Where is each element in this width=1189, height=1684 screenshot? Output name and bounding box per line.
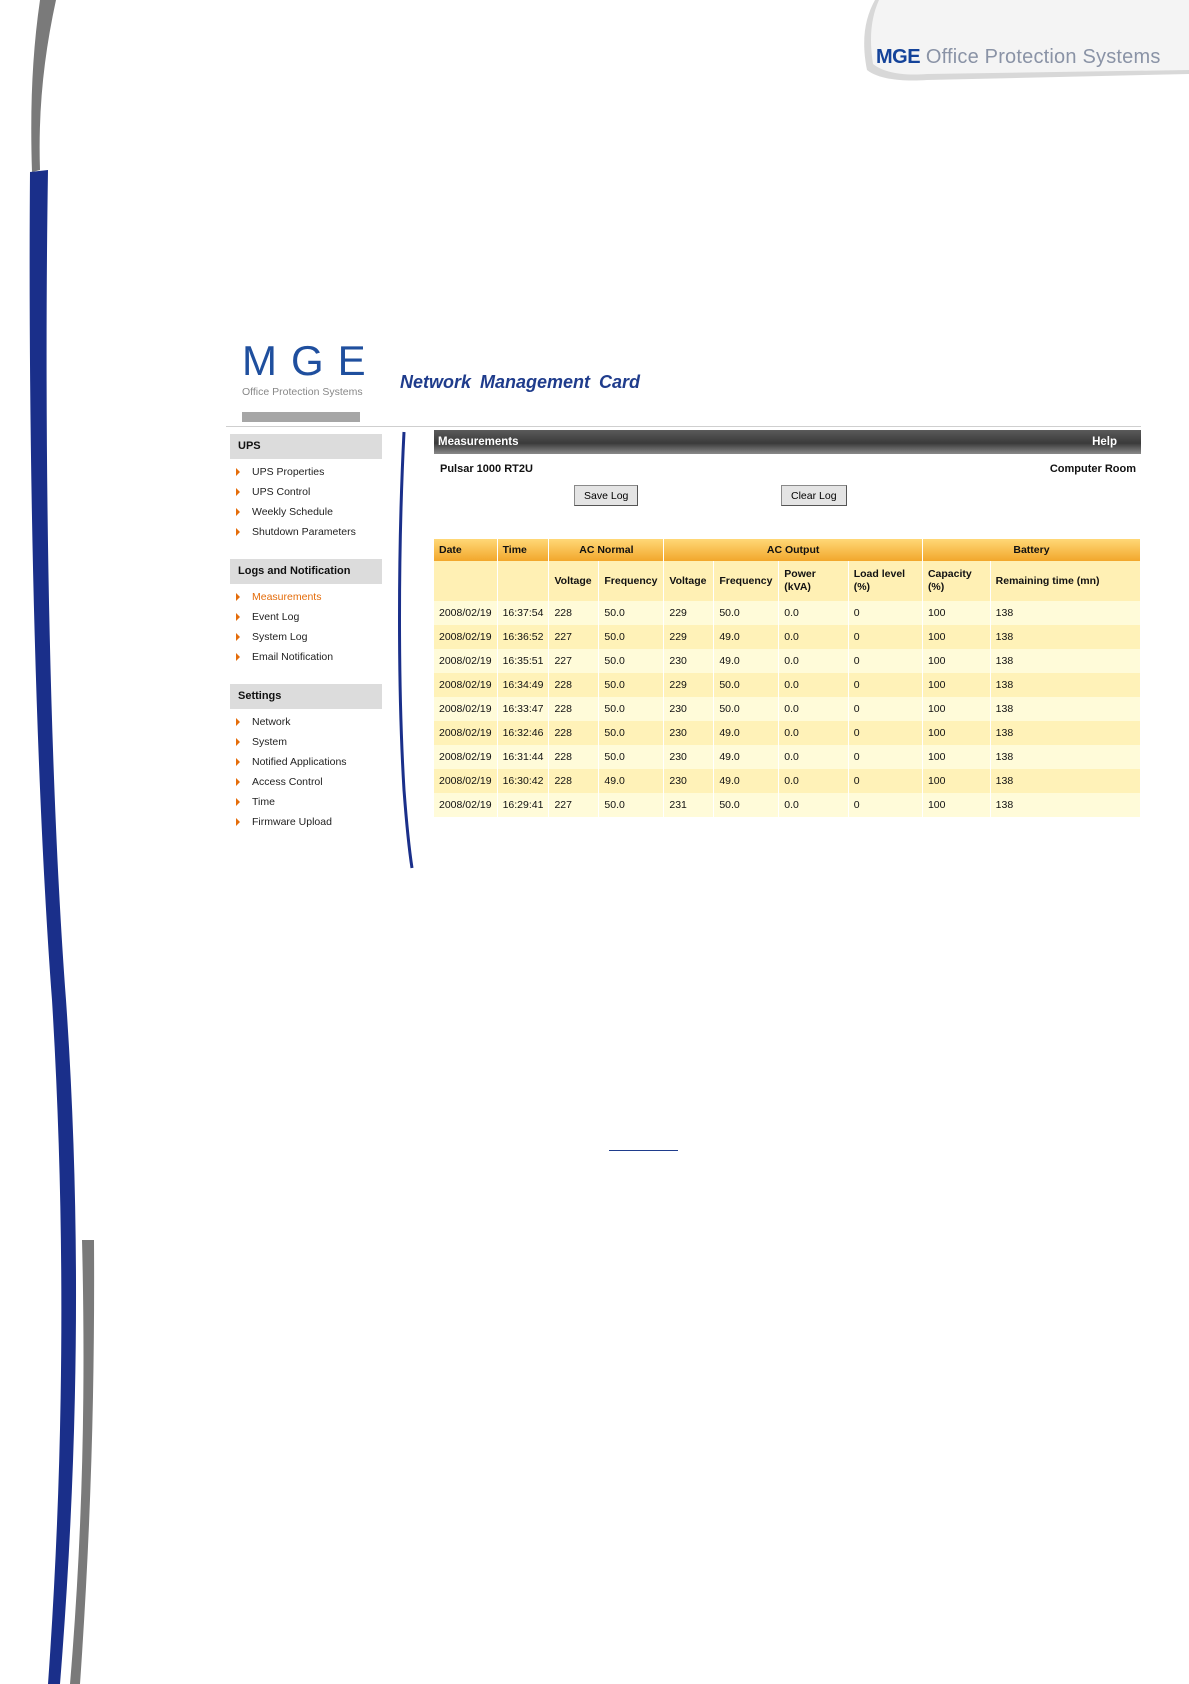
- header-output-voltage: Voltage: [664, 561, 714, 601]
- cell-capacity: 100: [922, 769, 990, 793]
- cell-output-frequency: 50.0: [714, 697, 779, 721]
- bullet-arrow-icon: [236, 633, 240, 641]
- bullet-arrow-icon: [236, 653, 240, 661]
- cell-input-frequency: 50.0: [599, 745, 664, 769]
- sidebar-item-shutdown-parameters[interactable]: [230, 522, 382, 542]
- cell-remaining-time: 138: [990, 721, 1140, 745]
- table-row: [434, 721, 1141, 745]
- cell-load-level: 0: [848, 697, 922, 721]
- table-row: [434, 625, 1141, 649]
- cell-input-frequency: 50.0: [599, 673, 664, 697]
- cell-remaining-time: 138: [990, 697, 1140, 721]
- bullet-arrow-icon: [236, 718, 240, 726]
- cell-capacity: 100: [922, 745, 990, 769]
- cell-output-frequency: 49.0: [714, 625, 779, 649]
- header-battery: Battery: [922, 539, 1140, 561]
- cell-output-voltage: 230: [664, 697, 714, 721]
- sidebar-item-firmware-upload[interactable]: [230, 812, 382, 832]
- header-load-level: Load level (%): [848, 561, 922, 601]
- cell-load-level: 0: [848, 649, 922, 673]
- help-link[interactable]: Help: [1092, 436, 1117, 448]
- sidebar-item-weekly-schedule[interactable]: [230, 502, 382, 522]
- cell-power: 0.0: [779, 793, 848, 817]
- cell-load-level: 0: [848, 793, 922, 817]
- cell-remaining-time: 138: [990, 745, 1140, 769]
- sidebar-item-label: UPS Properties: [252, 466, 325, 478]
- cell-power: 0.0: [779, 721, 848, 745]
- bullet-arrow-icon: [236, 613, 240, 621]
- table-group-header: [434, 539, 1141, 561]
- header-time: Time: [497, 539, 549, 561]
- header-empty: [434, 561, 497, 601]
- sidebar-item-label: Firmware Upload: [252, 816, 332, 828]
- cell-date: 2008/02/19: [434, 697, 497, 721]
- panel-title: Measurements: [438, 436, 519, 448]
- sidebar: [230, 434, 382, 832]
- header-capacity: Capacity (%): [922, 561, 990, 601]
- cell-input-frequency: 50.0: [599, 601, 664, 625]
- cell-input-frequency: 50.0: [599, 625, 664, 649]
- cell-time: 16:30:42: [497, 769, 549, 793]
- cell-load-level: 0: [848, 745, 922, 769]
- table-column-header: [434, 561, 1141, 601]
- bullet-arrow-icon: [236, 758, 240, 766]
- sidebar-item-measurements[interactable]: [230, 587, 382, 607]
- cell-output-voltage: 231: [664, 793, 714, 817]
- link-underline: [609, 1150, 678, 1151]
- log-buttons: [434, 481, 1141, 521]
- sidebar-item-system-log[interactable]: [230, 627, 382, 647]
- sidebar-item-access-control[interactable]: [230, 772, 382, 792]
- vertical-divider-curve: [394, 430, 424, 870]
- sidebar-item-label: Shutdown Parameters: [252, 526, 356, 538]
- cell-output-voltage: 230: [664, 721, 714, 745]
- cell-date: 2008/02/19: [434, 625, 497, 649]
- header-input-voltage: Voltage: [549, 561, 599, 601]
- panel-titlebar: [434, 430, 1141, 454]
- bullet-arrow-icon: [236, 468, 240, 476]
- logo-bar: [242, 412, 360, 422]
- bullet-arrow-icon: [236, 528, 240, 536]
- bullet-arrow-icon: [236, 508, 240, 516]
- cell-time: 16:32:46: [497, 721, 549, 745]
- device-info-row: [434, 463, 1141, 475]
- table-row: [434, 673, 1141, 697]
- cell-power: 0.0: [779, 697, 848, 721]
- cell-date: 2008/02/19: [434, 721, 497, 745]
- cell-output-voltage: 229: [664, 625, 714, 649]
- cell-output-voltage: 230: [664, 745, 714, 769]
- cell-capacity: 100: [922, 721, 990, 745]
- cell-output-voltage: 229: [664, 673, 714, 697]
- cell-input-voltage: 228: [549, 673, 599, 697]
- bullet-arrow-icon: [236, 798, 240, 806]
- header-ac-output: AC Output: [664, 539, 923, 561]
- table-row: [434, 601, 1141, 625]
- header-power: Power (kVA): [779, 561, 848, 601]
- header-output-frequency: Frequency: [714, 561, 779, 601]
- cell-date: 2008/02/19: [434, 673, 497, 697]
- mge-logo: [242, 337, 380, 422]
- sidebar-item-label: Weekly Schedule: [252, 506, 333, 518]
- sidebar-heading-logs: Logs and Notification: [230, 559, 382, 584]
- logo-subtitle: Office Protection Systems: [242, 386, 363, 398]
- header-empty: [497, 561, 549, 601]
- cell-load-level: 0: [848, 625, 922, 649]
- sidebar-item-ups-properties[interactable]: [230, 462, 382, 482]
- cell-date: 2008/02/19: [434, 745, 497, 769]
- cell-output-voltage: 230: [664, 649, 714, 673]
- cell-output-frequency: 49.0: [714, 745, 779, 769]
- save-log-button[interactable]: Save Log: [574, 485, 638, 506]
- cell-output-frequency: 49.0: [714, 649, 779, 673]
- cell-input-voltage: 227: [549, 625, 599, 649]
- brand-wordmark: [876, 46, 1161, 69]
- cell-power: 0.0: [779, 649, 848, 673]
- bullet-arrow-icon: [236, 488, 240, 496]
- bullet-arrow-icon: [236, 778, 240, 786]
- header-remaining-time: Remaining time (mn): [990, 561, 1140, 601]
- sidebar-list-logs: [230, 587, 382, 667]
- brand-rest: Office Protection Systems: [920, 46, 1161, 68]
- sidebar-item-label: System: [252, 736, 288, 748]
- header-date: Date: [434, 539, 497, 561]
- cell-date: 2008/02/19: [434, 649, 497, 673]
- sidebar-item-time[interactable]: [230, 792, 382, 812]
- table-row: [434, 745, 1141, 769]
- sidebar-item-label: Access Control: [252, 776, 323, 788]
- cell-date: 2008/02/19: [434, 769, 497, 793]
- cell-time: 16:35:51: [497, 649, 549, 673]
- cell-time: 16:36:52: [497, 625, 549, 649]
- cell-input-frequency: 50.0: [599, 649, 664, 673]
- cell-capacity: 100: [922, 697, 990, 721]
- cell-output-frequency: 50.0: [714, 673, 779, 697]
- logo-letters: MGE: [242, 337, 380, 384]
- brand-bold: MGE: [876, 46, 921, 68]
- cell-power: 0.0: [779, 601, 848, 625]
- cell-load-level: 0: [848, 721, 922, 745]
- cell-date: 2008/02/19: [434, 793, 497, 817]
- cell-time: 16:29:41: [497, 793, 549, 817]
- header-ac-normal: AC Normal: [549, 539, 664, 561]
- cell-load-level: 0: [848, 769, 922, 793]
- cell-input-voltage: 227: [549, 649, 599, 673]
- bullet-arrow-icon: [236, 818, 240, 826]
- sidebar-item-label: UPS Control: [252, 486, 311, 498]
- measurements-panel: [434, 430, 1141, 817]
- cell-load-level: 0: [848, 601, 922, 625]
- measurements-table: [434, 539, 1141, 817]
- sidebar-item-event-log[interactable]: [230, 607, 382, 627]
- cell-remaining-time: 138: [990, 601, 1140, 625]
- cell-remaining-time: 138: [990, 793, 1140, 817]
- sidebar-heading-ups: UPS: [230, 434, 382, 459]
- cell-capacity: 100: [922, 601, 990, 625]
- cell-capacity: 100: [922, 793, 990, 817]
- bullet-arrow-icon: [236, 738, 240, 746]
- cell-input-frequency: 50.0: [599, 793, 664, 817]
- app-title: Network Management Card: [400, 372, 641, 392]
- cell-input-voltage: 228: [549, 721, 599, 745]
- device-name: Pulsar 1000 RT2U: [440, 463, 533, 475]
- sidebar-item-label: System Log: [252, 631, 308, 643]
- cell-input-frequency: 50.0: [599, 697, 664, 721]
- cell-power: 0.0: [779, 769, 848, 793]
- cell-input-voltage: 228: [549, 697, 599, 721]
- cell-remaining-time: 138: [990, 649, 1140, 673]
- cell-time: 16:31:44: [497, 745, 549, 769]
- cell-power: 0.0: [779, 745, 848, 769]
- table-row: [434, 649, 1141, 673]
- sidebar-item-label: Email Notification: [252, 651, 334, 663]
- cell-date: 2008/02/19: [434, 601, 497, 625]
- cell-output-frequency: 50.0: [714, 793, 779, 817]
- sidebar-list-settings: [230, 712, 382, 832]
- header-input-frequency: Frequency: [599, 561, 664, 601]
- sidebar-item-label: Measurements: [252, 591, 322, 603]
- table-row: [434, 769, 1141, 793]
- cell-remaining-time: 138: [990, 625, 1140, 649]
- cell-input-voltage: 228: [549, 601, 599, 625]
- sidebar-item-notified-applications[interactable]: [230, 752, 382, 772]
- bullet-arrow-icon: [236, 593, 240, 601]
- cell-power: 0.0: [779, 673, 848, 697]
- cell-time: 16:37:54: [497, 601, 549, 625]
- cell-time: 16:33:47: [497, 697, 549, 721]
- sidebar-item-label: Notified Applications: [252, 756, 347, 768]
- sidebar-heading-settings: Settings: [230, 684, 382, 709]
- cell-remaining-time: 138: [990, 673, 1140, 697]
- cell-remaining-time: 138: [990, 769, 1140, 793]
- sidebar-item-network[interactable]: [230, 712, 382, 732]
- cell-capacity: 100: [922, 649, 990, 673]
- ui-screenshot: [226, 330, 1141, 850]
- cell-input-frequency: 49.0: [599, 769, 664, 793]
- header-divider: [226, 426, 1141, 427]
- sidebar-item-label: Network: [252, 716, 291, 728]
- table-row: [434, 793, 1141, 817]
- clear-log-button[interactable]: Clear Log: [781, 485, 847, 506]
- sidebar-item-email-notification[interactable]: [230, 647, 382, 667]
- sidebar-item-ups-control[interactable]: [230, 482, 382, 502]
- sidebar-item-label: Time: [252, 796, 275, 808]
- sidebar-list-ups: [230, 462, 382, 542]
- cell-time: 16:34:49: [497, 673, 549, 697]
- cell-output-frequency: 49.0: [714, 769, 779, 793]
- cell-power: 0.0: [779, 625, 848, 649]
- cell-output-voltage: 230: [664, 769, 714, 793]
- cell-input-frequency: 50.0: [599, 721, 664, 745]
- cell-load-level: 0: [848, 673, 922, 697]
- cell-input-voltage: 228: [549, 769, 599, 793]
- cell-output-frequency: 49.0: [714, 721, 779, 745]
- cell-capacity: 100: [922, 625, 990, 649]
- cell-output-voltage: 229: [664, 601, 714, 625]
- sidebar-item-system[interactable]: [230, 732, 382, 752]
- sidebar-item-label: Event Log: [252, 611, 300, 623]
- cell-input-voltage: 228: [549, 745, 599, 769]
- table-body: [434, 601, 1141, 817]
- table-row: [434, 697, 1141, 721]
- cell-input-voltage: 227: [549, 793, 599, 817]
- device-location: Computer Room: [1049, 463, 1136, 475]
- cell-output-frequency: 50.0: [714, 601, 779, 625]
- cell-capacity: 100: [922, 673, 990, 697]
